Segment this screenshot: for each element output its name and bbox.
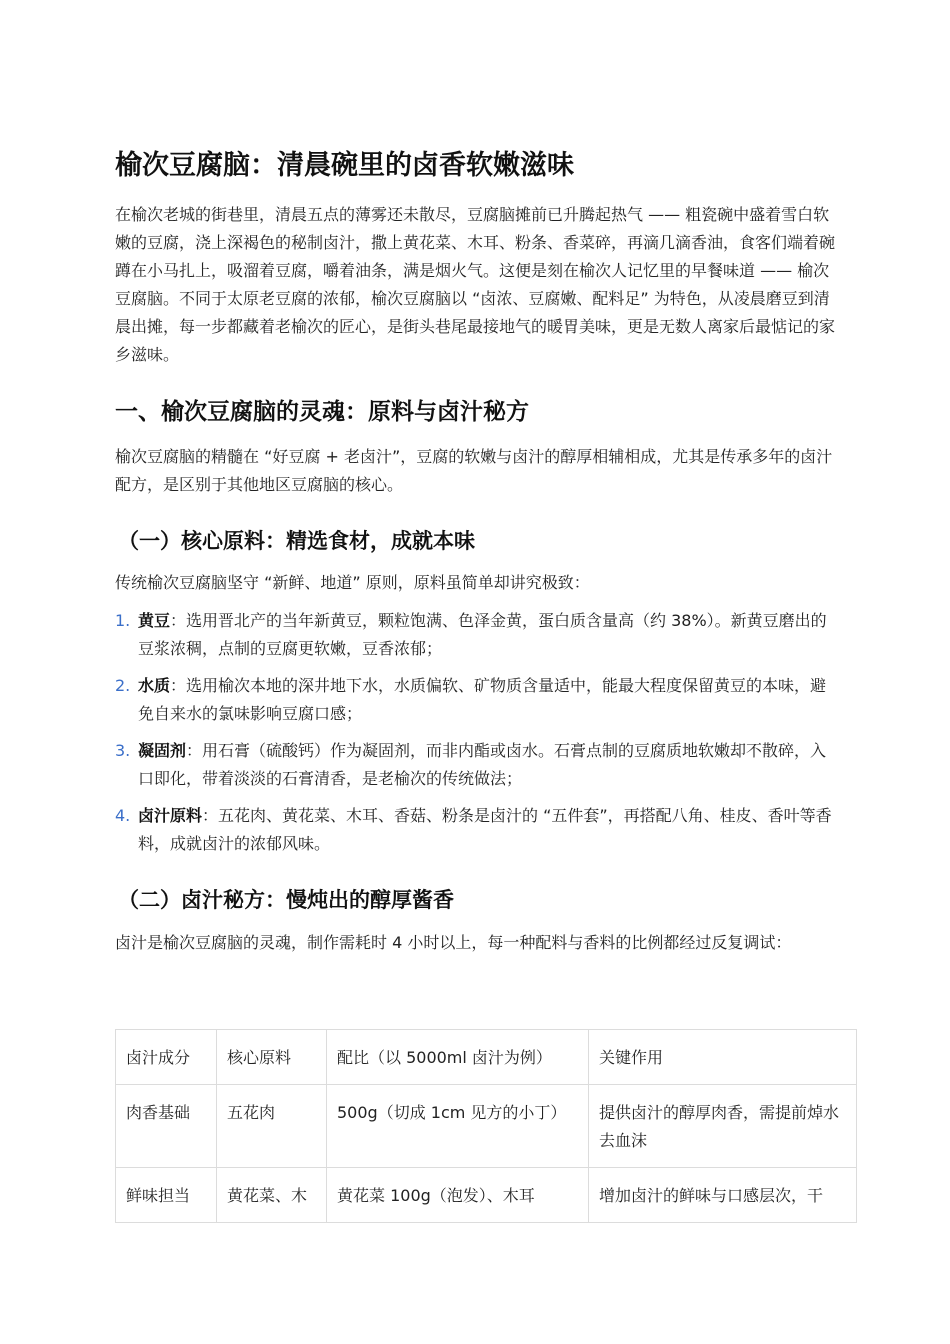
table-cell: 增加卤汁的鲜味与口感层次，干 [589, 1168, 857, 1223]
list-item [115, 802, 840, 858]
table-cell: 黄花菜、木 [217, 1168, 327, 1223]
list-item [115, 672, 840, 728]
list-number: 1. [115, 611, 131, 630]
list-item-text: ：五花肉、黄花菜、木耳、香菇、粉条是卤汁的 “五件套”，再搭配八角、桂皮、香叶等香料，成就卤汁的浓郁风味。 [138, 806, 832, 853]
section-1-heading: 一、榆次豆腐脑的灵魂：原料与卤汁秘方 [115, 399, 529, 425]
list-item-text: ：选用晋北产的当年新黄豆，颗粒饱满、色泽金黄，蛋白质含量高（约 38%）。新黄豆磨出的豆浆浓稠，点制的豆腐更软嫩，豆香浓郁； [138, 611, 827, 658]
table-row [116, 1085, 857, 1168]
list-item [115, 607, 840, 663]
list-item-label: 黄豆 [138, 611, 171, 630]
table-header-cell: 关键作用 [589, 1030, 857, 1085]
table-cell: 肉香基础 [116, 1085, 217, 1168]
subsection-2-heading: （二）卤汁秘方：慢炖出的醇厚酱香 [118, 888, 454, 912]
table-header-row [116, 1030, 857, 1085]
table-cell: 500g（切成 1cm 见方的小丁） [327, 1085, 589, 1168]
subsection-2-paragraph: 卤汁是榆次豆腐脑的灵魂，制作需耗时 4 小时以上，每一种配料与香料的比例都经过反复调试： [115, 933, 792, 952]
table-cell: 鲜味担当 [116, 1168, 217, 1223]
table-cell: 提供卤汁的醇厚肉香，需提前焯水去血沫 [589, 1085, 857, 1168]
subsection-1-heading: （一）核心原料：精选食材，成就本味 [118, 529, 475, 553]
ingredient-list [115, 607, 840, 867]
subsection-1-paragraph: 传统榆次豆腐脑坚守 “新鲜、地道” 原则，原料虽简单却讲究极致： [115, 573, 590, 592]
list-item-text: ：用石膏（硫酸钙）作为凝固剂，而非内酯或卤水。石膏点制的豆腐质地软嫩却不散碎，入口即化，带着淡淡的石膏清香，是老榆次的传统做法； [138, 741, 827, 788]
table-header-cell: 卤汁成分 [116, 1030, 217, 1085]
table-cell: 黄花菜 100g（泡发）、木耳 [327, 1168, 589, 1223]
brine-table [115, 1029, 857, 1223]
list-number: 3. [115, 741, 131, 760]
list-number: 4. [115, 806, 131, 825]
table-header-cell: 核心原料 [217, 1030, 327, 1085]
article-title: 榆次豆腐脑：清晨碗里的卤香软嫩滋味 [115, 150, 574, 181]
list-item-text: ：选用榆次本地的深井地下水，水质偏软、矿物质含量适中，能最大程度保留黄豆的本味，避免自来水的氯味影响豆腐口感； [138, 676, 827, 723]
table-header-cell: 配比（以 5000ml 卤汁为例） [327, 1030, 589, 1085]
table-row [116, 1168, 857, 1223]
list-item-label: 凝固剂 [138, 741, 187, 760]
list-item-label: 卤汁原料 [138, 806, 203, 825]
section-1-paragraph: 榆次豆腐脑的精髓在 “好豆腐 + 老卤汁”，豆腐的软嫩与卤汁的醇厚相辅相成，尤其是传承多年的卤汁配方，是区别于其他地区豆腐脑的核心。 [115, 447, 833, 494]
list-item [115, 737, 840, 793]
table-cell: 五花肉 [217, 1085, 327, 1168]
list-item-label: 水质 [138, 676, 171, 695]
intro-paragraph: 在榆次老城的街巷里，清晨五点的薄雾还未散尽，豆腐脑摊前已升腾起热气 —— 粗瓷碗中盛着雪白软嫩的豆腐，浇上深褐色的秘制卤汁，撒上黄花菜、木耳、粉条、香菜碎，再滴几滴香油，食客们端着碗蹲在小马扎上，吸溜着豆腐，嚼着油条，满是烟火气。这便是刻在榆次人记忆里的早餐味道 —— 榆次豆腐脑。不同于太原老豆腐的浓郁，榆次豆腐脑以 “卤浓、豆腐嫩、配料足” 为特色，从凌晨磨豆到清晨出摊，每一步都藏着老榆次的匠心，是街头巷尾最接地气的暖胃美味，更是无数人离家后最惦记的家乡滋味。 [115, 205, 836, 364]
list-number: 2. [115, 676, 131, 695]
